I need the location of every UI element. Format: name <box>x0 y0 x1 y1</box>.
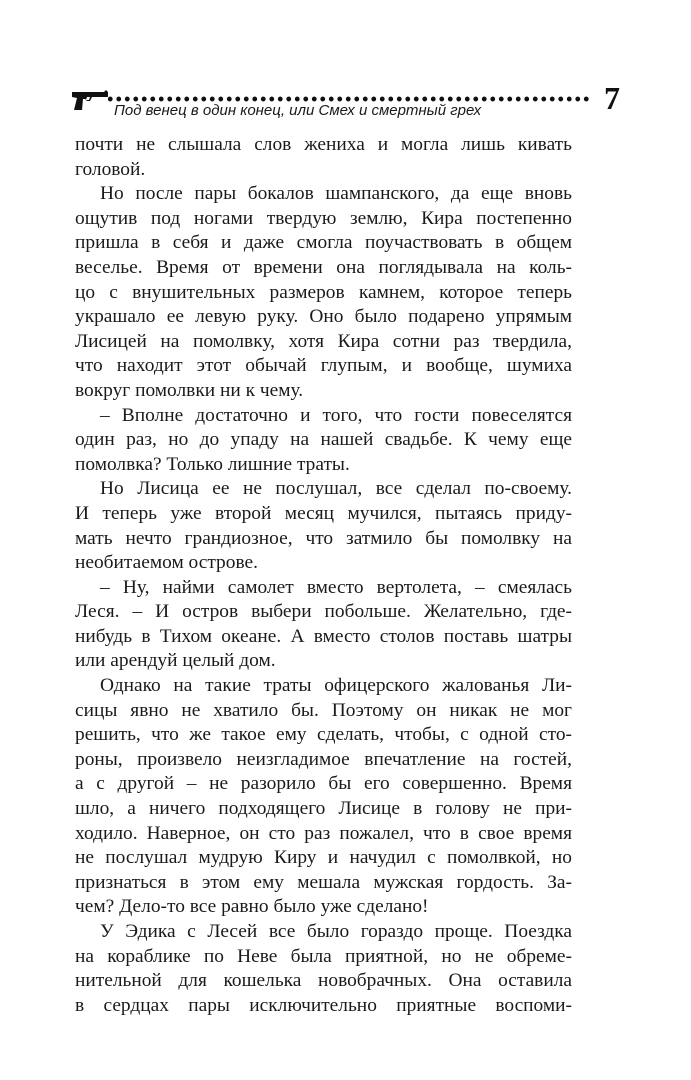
text-line: ходило. Наверное, он сто раз пожалел, что в свое время <box>75 822 572 844</box>
text-line: головой. <box>75 158 146 180</box>
text-line: помолвка? Только лишние траты. <box>75 453 350 475</box>
body-text <box>75 133 572 1018</box>
text-line: а с другой – не разорило бы его совершенно. Время <box>75 773 572 795</box>
text-line: цо с внушительных размеров камнем, которое теперь <box>75 281 572 303</box>
text-line: что находит этот обычай глупым, и вообще, шумиха <box>75 355 572 377</box>
page-number: 7 <box>604 80 620 116</box>
running-header <box>70 80 620 124</box>
text-line: не послушал мудрую Киру и начудил с помолвкой, но <box>75 847 572 869</box>
text-line: сицы явно не хватило бы. Поэтому он никак не мог <box>75 699 572 721</box>
running-title: Под венец в один конец, или Смех и смертный грех <box>114 102 482 119</box>
text-line: – Вполне достаточно и того, что гости повеселятся <box>100 404 572 426</box>
text-line: Однако на такие траты офицерского жалованья Ли- <box>100 675 572 697</box>
text-line: Но Лисица ее не послушал, все сделал по-своему. <box>100 478 572 500</box>
text-line: чем? Дело-то все равно было уже сделано! <box>75 896 429 918</box>
text-line: Но после пары бокалов шампанского, да еще вновь <box>100 183 572 205</box>
text-line: один раз, но до упаду на нашей свадьбе. К чему еще <box>75 429 572 451</box>
text-line: шло, а ничего подходящего Лисице в голову не при- <box>75 798 572 820</box>
text-line: ощутив под ногами твердую землю, Кира постепенно <box>75 207 572 229</box>
text-line: решить, что же такое ему сделать, чтобы, с одной сто- <box>75 724 572 746</box>
text-line: – Ну, найми самолет вместо вертолета, – смеялась <box>100 576 572 598</box>
text-line: вокруг помолвки ни к чему. <box>75 379 304 401</box>
text-line: У Эдика с Лесей все было гораздо проще. Поездка <box>100 921 572 942</box>
text-line: украшало ее левую руку. Оно было подарено упрямым <box>75 306 572 328</box>
pistol-icon <box>70 86 110 116</box>
text-line: или арендуй целый дом. <box>75 650 276 672</box>
text-line: признаться в этом ему мешала мужская гордость. За- <box>75 871 572 893</box>
text-line: Лисицей на помолвку, хотя Кира сотни раз твердила, <box>75 330 572 352</box>
text-line: Леся. – И остров выбери побольше. Желательно, где- <box>75 601 572 623</box>
text-line: необитаемом острове. <box>75 552 258 574</box>
text-line: веселье. Время от времени она поглядывала на коль- <box>75 256 572 278</box>
text-line: пришла в себя и даже смогла поучаствовать в общем <box>75 232 572 254</box>
text-line: на кораблике по Неве была приятной, но не обреме- <box>75 945 572 967</box>
text-line: почти не слышала слов жениха и могла лишь кивать <box>75 134 572 155</box>
text-line: И теперь уже второй месяц мучился, пытаясь приду- <box>75 502 572 524</box>
text-line: в сердцах пары исключительно приятные воспоми- <box>75 994 572 1016</box>
text-line: нибудь в Тихом океане. А вместо столов поставь шатры <box>75 625 572 647</box>
text-line: мать нечто грандиозное, что затмило бы помолвку на <box>75 527 572 549</box>
text-line: роны, произвело неизгладимое впечатление на гостей, <box>75 748 572 770</box>
text-line: нительной для кошелька новобрачных. Она оставила <box>75 970 572 992</box>
